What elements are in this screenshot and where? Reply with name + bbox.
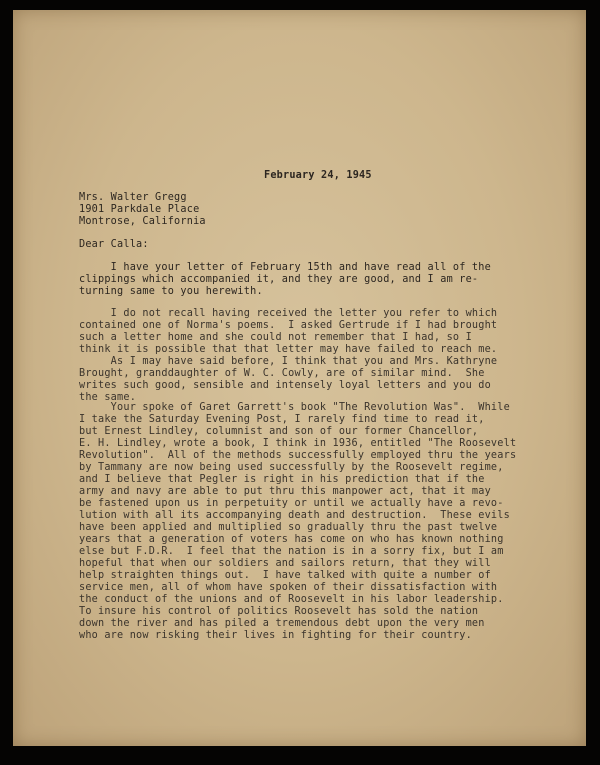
recipient-city: Montrose, California	[79, 216, 206, 227]
paragraph-revolution-was: Your spoke of Garet Garrett's book "The Revolution Was". While I take the Saturday Evening Post, I rarely find time to read it, but Ernest Lindley, columnist and son of our former Chancellor, E. H. Lindley, wrote a book, I think in 1936, entitled "The Roosevelt Revolution". All of the methods successfully employed thru the years by Tammany are now being used successfully by the Roosevelt regime, and I believe that Pegler is right in his prediction that if the army and navy are able to put thru this manpower act, that it may be fastened upon us in perpetuity or until we actually have a revo- lution with all its accompanying death and destruction. These evils have been applied and multiplied so gradually thru the past twelve years that a generation of voters has come on who has known nothing else but F.D.R. I feel that the nation is in a sorry fix, but I am hopeful that when our soldiers and sailors return, that they will help straighten things out. I have talked with quite a number of service men, all of whom have spoken of their dissatisfaction with the conduct of the unions and of Roosevelt in his labor leadership. To insure his control of politics Roosevelt has sold the nation down the river and has piled a tremendous debt upon the very men who are now risking their lives in fighting for their country.	[79, 402, 517, 641]
recipient-street: 1901 Parkdale Place	[79, 204, 200, 215]
paragraph-norma-poems: I do not recall having received the letter you refer to which contained one of Norma's poems. I asked Gertrude if I had brought such a letter home and she could not remember that I had, so I think it is possible that that letter may have failed to reach me.	[79, 308, 498, 355]
recipient-name: Mrs. Walter Gregg	[79, 192, 187, 203]
letter-date: February 24, 1945	[264, 170, 372, 181]
paragraph-kathryne-brought: As I may have said before, I think that you and Mrs. Kathryne Brought, granddaughter of W. C. Cowly, are of similar mind. She writes such good, sensible and intensely loyal letters and you do the same.	[79, 356, 498, 403]
salutation: Dear Calla:	[79, 239, 149, 250]
letter-page	[13, 10, 586, 746]
paragraph-clippings: I have your letter of February 15th and have read all of the clippings which accompanied it, and they are good, and I am re- turning same to you herewith.	[79, 262, 491, 297]
